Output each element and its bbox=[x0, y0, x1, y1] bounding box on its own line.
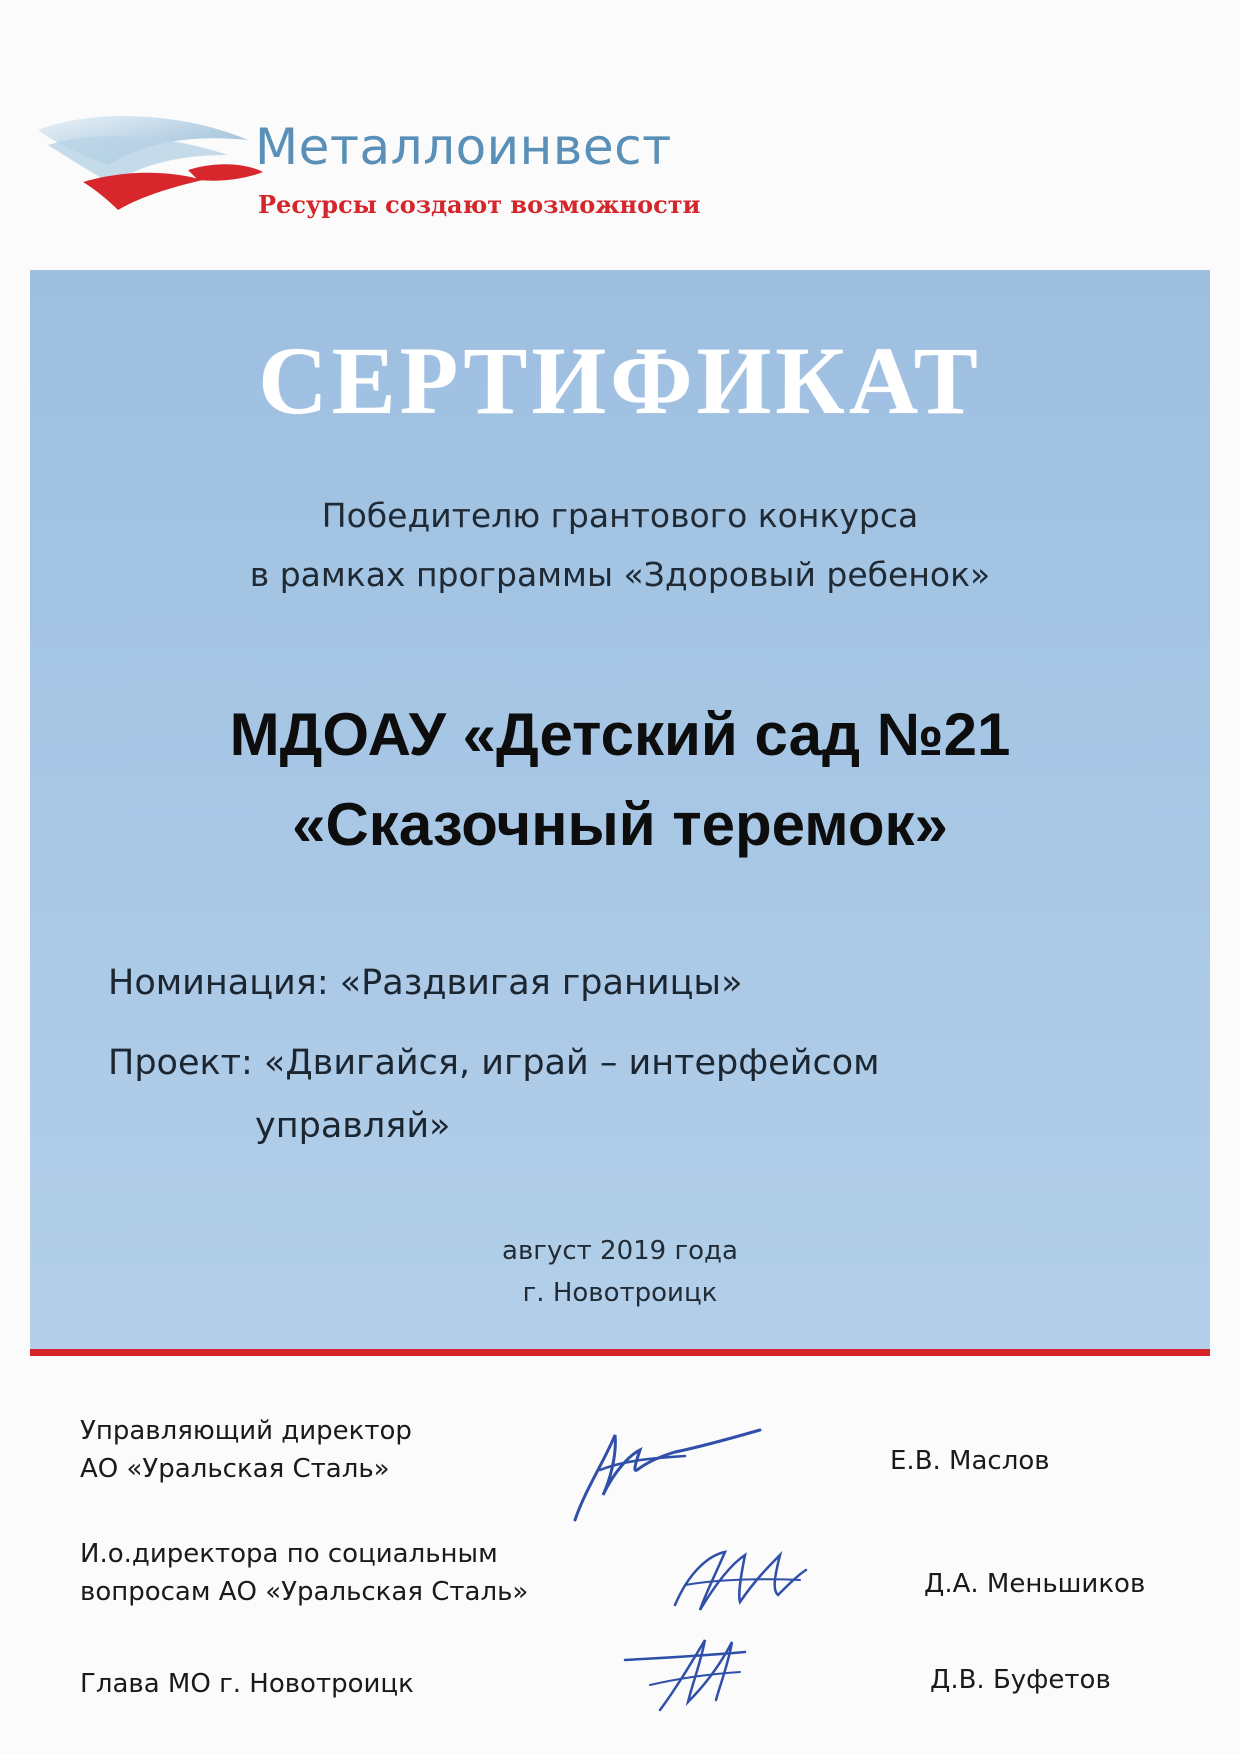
signatory-name-2: Д.А. Меньшиков bbox=[924, 1569, 1146, 1599]
signature-menshikov-icon bbox=[670, 1540, 810, 1620]
signatory-role-2-line-2: вопросам АО «Уральская Сталь» bbox=[80, 1577, 529, 1607]
subtitle-line-2: в рамках программы «Здоровый ребенок» bbox=[249, 555, 991, 594]
organization-line-1: МДОАУ «Детский сад №21 bbox=[229, 701, 1011, 768]
signatory-role-2-line-1: И.о.директора по социальным bbox=[80, 1539, 498, 1569]
nomination: Номинация: «Раздвигая границы» bbox=[108, 963, 743, 1003]
issue-city: г. Новотроицк bbox=[522, 1278, 718, 1308]
project-line-1: Проект: «Двигайся, играй – интерфейсом bbox=[108, 1043, 880, 1083]
signatory-name-1: Е.В. Маслов bbox=[890, 1446, 1050, 1476]
project-line-2: управляй» bbox=[255, 1106, 451, 1146]
brand-name: Металлоинвест bbox=[255, 118, 672, 176]
issue-date: август 2019 года bbox=[502, 1236, 738, 1266]
divider-line bbox=[30, 1349, 1210, 1356]
signatory-role-1-line-1: Управляющий директор bbox=[80, 1416, 412, 1446]
signatory-role-3-line-1: Глава МО г. Новотроицк bbox=[80, 1669, 414, 1699]
organization-line-2: «Сказочный теремок» bbox=[292, 791, 948, 858]
signatory-name-3: Д.В. Буфетов bbox=[930, 1665, 1111, 1695]
signature-maslov-icon bbox=[555, 1410, 765, 1530]
signatory-role-1 bbox=[80, 1412, 412, 1488]
subtitle-line-1: Победителю грантового конкурса bbox=[321, 496, 919, 535]
certificate-title: СЕРТИФИКАТ bbox=[258, 327, 982, 434]
metalloinvest-logo-icon bbox=[28, 110, 268, 220]
signatory-role-3 bbox=[80, 1665, 414, 1703]
signature-bufetov-icon bbox=[620, 1630, 760, 1720]
signatory-role-1-line-2: АО «Уральская Сталь» bbox=[80, 1454, 390, 1484]
signatory-role-2 bbox=[80, 1535, 528, 1611]
brand-tagline: Ресурсы создают возможности bbox=[258, 190, 701, 219]
